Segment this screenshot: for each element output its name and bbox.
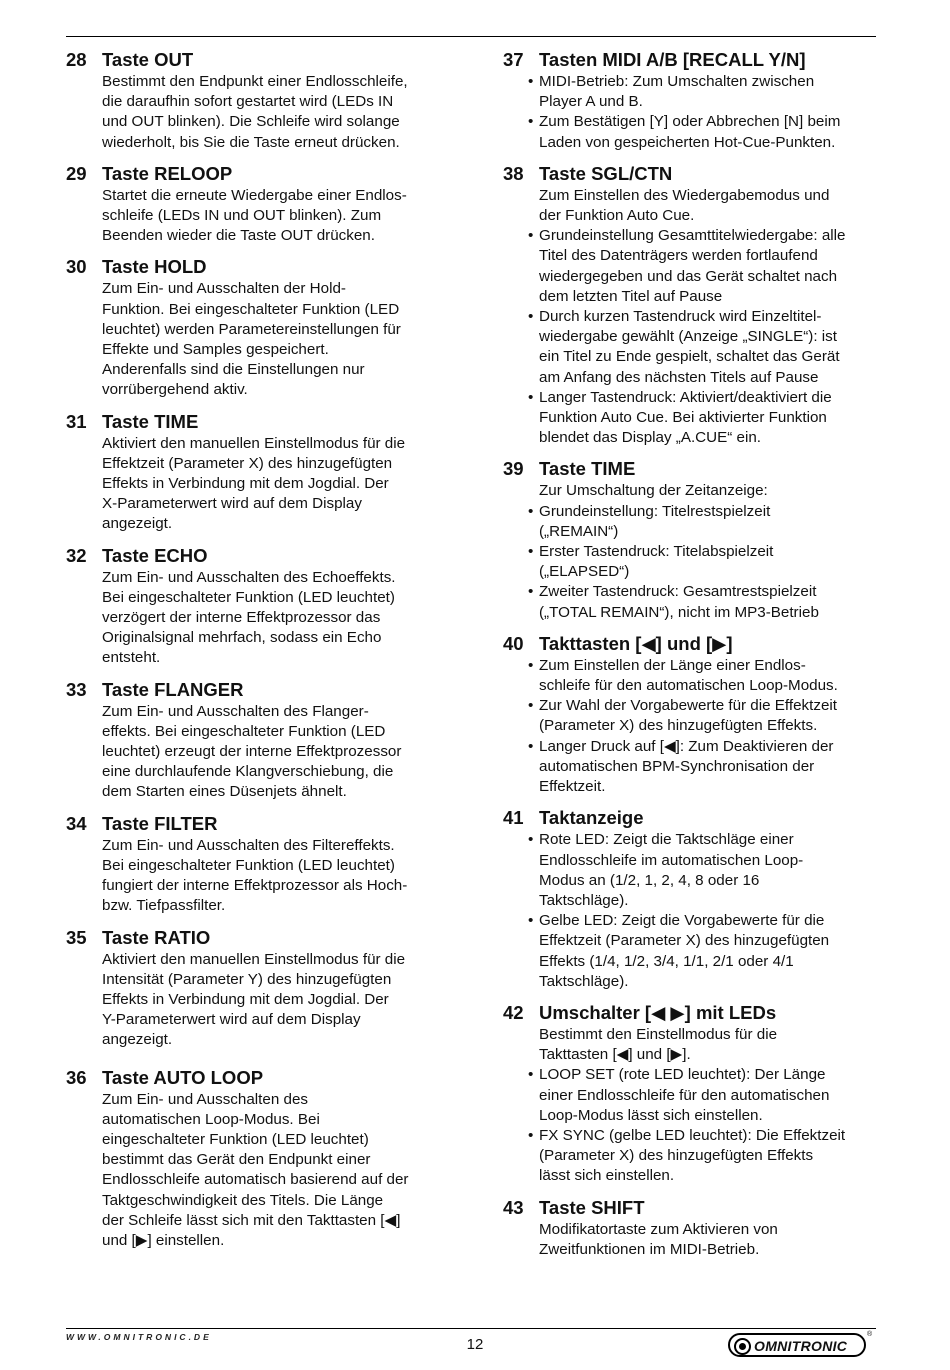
section-heading bbox=[66, 161, 446, 186]
bullet-list bbox=[539, 1065, 883, 1186]
bullet-list bbox=[539, 656, 883, 797]
section-number: 36 bbox=[66, 1066, 87, 1088]
bullet-item: • Zur Wahl der Vorgabewerte für die Effektzeit (Parameter X) des hinzugefügten Effekts. bbox=[539, 696, 883, 736]
bullet-item: • MIDI-Betrieb: Zum Umschalten zwischen Player A und B. bbox=[539, 72, 883, 112]
bullet-item: • Langer Tastendruck: Aktiviert/deaktiviert die Funktion Auto Cue. Bei aktivierter Funktion blendet das Display „A.CUE“ ein. bbox=[539, 388, 883, 449]
section-text: Zum Ein- und Ausschalten der Hold- Funktion. Bei eingeschalteter Funktion (LED leuchtet) werden Parametereinstellungen für Effekte und Samples gespeichert. Anderenfalls sind die Einstellungen nur vorrübergehend aktiv. bbox=[102, 280, 401, 399]
section-text: Zum Ein- und Ausschalten des automatischen Loop-Modus. Bei eingeschalteter Funktion (LED leuchtet) bestimmt das Gerät den Endpunkt einer Endlosschleife automatisch basierend auf der Taktgeschwindigkeit des Titels. Die Länge der Schleife lässt sich mit den Takttasten [◀] und [▶] einstellen. bbox=[102, 1090, 409, 1249]
section-heading bbox=[503, 47, 883, 72]
section-text: Aktiviert den manuellen Einstellmodus für die Intensität (Parameter Y) des hinzugefügten Effekts in Verbindung mit dem Jogdial. Der Y-Parameterwert wird auf dem Display angezeigt. bbox=[102, 950, 406, 1049]
section-41 bbox=[503, 805, 883, 992]
section-43 bbox=[503, 1195, 883, 1260]
left-column bbox=[66, 47, 446, 1259]
bullet-item: • LOOP SET (rote LED leuchtet): Der Länge einer Endlosschleife für den automatischen Loop-Modus lässt sich einstellen. bbox=[539, 1065, 883, 1126]
section-heading bbox=[66, 677, 446, 702]
section-heading bbox=[66, 543, 446, 568]
section-number: 33 bbox=[66, 678, 87, 700]
section-number: 40 bbox=[503, 632, 524, 654]
bullet-item: • Zum Einstellen der Länge einer Endlos- schleife für den automatischen Loop-Modus. bbox=[539, 656, 883, 696]
footer-url: WWW.OMNITRONIC.DE bbox=[66, 1332, 212, 1342]
section-heading bbox=[503, 805, 883, 830]
section-title: Taste SGL/CTN bbox=[539, 162, 673, 184]
section-heading bbox=[66, 47, 446, 72]
bullet-list bbox=[539, 226, 883, 448]
section-title: Takttasten [◀] und [▶] bbox=[539, 632, 733, 654]
section-number: 37 bbox=[503, 49, 524, 70]
section-35 bbox=[66, 925, 446, 1051]
section-31 bbox=[66, 409, 446, 535]
section-number: 41 bbox=[503, 807, 524, 829]
section-title: Taste FLANGER bbox=[102, 678, 244, 700]
section-title: Umschalter [◀ ▶] mit LEDs bbox=[539, 1001, 777, 1023]
section-heading bbox=[503, 456, 883, 481]
section-29 bbox=[66, 161, 446, 247]
section-number: 35 bbox=[66, 926, 87, 948]
section-number: 30 bbox=[66, 256, 87, 278]
section-40 bbox=[503, 631, 883, 797]
bullet-list bbox=[539, 830, 883, 992]
section-title: Taste OUT bbox=[102, 49, 194, 70]
bullet-item: • Erster Tastendruck: Titelabspielzeit („ELAPSED“) bbox=[539, 542, 883, 582]
section-title: Taste TIME bbox=[102, 410, 199, 432]
logo-text: OMNITRONIC bbox=[754, 1338, 848, 1354]
page-number: 12 bbox=[466, 1336, 484, 1353]
section-heading bbox=[503, 161, 883, 186]
section-36 bbox=[66, 1065, 446, 1252]
right-column bbox=[503, 47, 883, 1268]
section-title: Taste TIME bbox=[539, 458, 636, 480]
section-text: Zum Einstellen des Wiedergabemodus und der Funktion Auto Cue. bbox=[539, 186, 830, 225]
section-28 bbox=[66, 47, 446, 153]
section-title: Taste FILTER bbox=[102, 812, 218, 834]
section-39 bbox=[503, 456, 883, 622]
section-heading bbox=[66, 254, 446, 279]
bullet-item: • Grundeinstellung: Titelrestspielzeit („REMAIN“) bbox=[539, 502, 883, 542]
section-heading bbox=[503, 1195, 883, 1220]
logo-mark-icon bbox=[734, 1338, 751, 1355]
bullet-item: • Zum Bestätigen [Y] oder Abbrechen [N] beim Laden von gespeicherten Hot-Cue-Punkten. bbox=[539, 112, 883, 152]
logo-registered-mark: ® bbox=[867, 1331, 873, 1338]
section-heading bbox=[66, 925, 446, 950]
section-title: Tasten MIDI A/B [RECALL Y/N] bbox=[539, 49, 806, 70]
bullet-item: • Durch kurzen Tastendruck wird Einzeltitel- wiedergabe gewählt (Anzeige „SINGLE“): ist ein Titel zu Ende gespielt, schaltet das Gerät am Anfang des nächsten Titels auf Pause bbox=[539, 307, 883, 388]
section-text: Zum Ein- und Ausschalten des Filtereffekts. Bei eingeschalteter Funktion (LED leuchtet) fungiert der interne Effektprozessor als Hoch- bzw. Tiefpassfilter. bbox=[102, 836, 408, 915]
section-title: Taste RATIO bbox=[102, 926, 211, 948]
section-34 bbox=[66, 811, 446, 917]
section-32 bbox=[66, 543, 446, 669]
bullet-item: • Langer Druck auf [◀]: Zum Deaktivieren der automatischen BPM-Synchronisation der Effektzeit. bbox=[539, 737, 883, 798]
section-text: Bestimmt den Einstellmodus für die Takttasten [◀] und [▶]. bbox=[539, 1025, 778, 1064]
brand-logo bbox=[728, 1333, 874, 1361]
section-30 bbox=[66, 254, 446, 400]
section-text: Startet die erneute Wiedergabe einer Endlos- schleife (LEDs IN und OUT blinken). Zum Beenden wieder die Taste OUT drücken. bbox=[102, 186, 407, 245]
section-text: Bestimmt den Endpunkt einer Endlosschleife, die daraufhin sofort gestartet wird (LEDs IN und OUT blinken). Die Schleife wird solange wiederholt, bis Sie die Taste erneut drücken. bbox=[102, 73, 408, 151]
section-heading bbox=[503, 1000, 883, 1025]
section-number: 39 bbox=[503, 458, 524, 480]
section-33 bbox=[66, 677, 446, 803]
top-rule bbox=[66, 36, 876, 37]
bullet-item: • Gelbe LED: Zeigt die Vorgabewerte für die Effektzeit (Parameter X) des hinzugefügten Effekts (1/4, 1/2, 3/4, 1/1, 2/1 oder 4/1 Taktschläge). bbox=[539, 911, 883, 992]
section-title: Taktanzeige bbox=[539, 807, 644, 829]
section-text: Zum Ein- und Ausschalten des Flanger- effekts. Bei eingeschalteter Funktion (LED leuchtet) erzeugt der interne Effektprozessor eine durchlaufende Klangverschiebung, die dem Starten eines Düsenjets ähnelt. bbox=[102, 702, 402, 801]
section-heading bbox=[66, 409, 446, 434]
section-number: 29 bbox=[66, 162, 87, 184]
bullet-item: • Rote LED: Zeigt die Taktschläge einer Endlosschleife im automatischen Loop- Modus an (1/2, 1, 2, 4, 8 oder 16 Taktschläge). bbox=[539, 830, 883, 911]
section-number: 31 bbox=[66, 410, 87, 432]
section-text: Aktiviert den manuellen Einstellmodus für die Effektzeit (Parameter X) des hinzugefügten Effekts in Verbindung mit dem Jogdial. Der X-Parameterwert wird auf dem Display angezeigt. bbox=[102, 434, 406, 533]
section-title: Taste HOLD bbox=[102, 256, 207, 278]
logo-pill bbox=[728, 1333, 866, 1357]
section-heading bbox=[66, 811, 446, 836]
section-heading bbox=[503, 631, 883, 656]
section-title: Taste AUTO LOOP bbox=[102, 1066, 264, 1088]
section-37 bbox=[503, 47, 883, 153]
footer-rule bbox=[66, 1328, 876, 1329]
bullet-list bbox=[539, 502, 883, 623]
section-title: Taste SHIFT bbox=[539, 1196, 645, 1218]
bullet-item: • Zweiter Tastendruck: Gesamtrestspielzeit („TOTAL REMAIN“), nicht im MP3-Betrieb bbox=[539, 582, 883, 622]
section-42 bbox=[503, 1000, 883, 1187]
section-number: 38 bbox=[503, 162, 524, 184]
bullet-item: • Grundeinstellung Gesamttitelwiedergabe: alle Titel des Datenträgers werden fortlaufend wiedergegeben und das Gerät schaltet nach dem letzten Titel auf Pause bbox=[539, 226, 883, 307]
section-number: 32 bbox=[66, 544, 87, 566]
section-title: Taste RELOOP bbox=[102, 162, 233, 184]
section-heading bbox=[66, 1065, 446, 1090]
bullet-item: • FX SYNC (gelbe LED leuchtet): Die Effektzeit (Parameter X) des hinzugefügten Effekts lässt sich einstellen. bbox=[539, 1126, 883, 1187]
section-number: 43 bbox=[503, 1196, 524, 1218]
section-text: Modifikatortaste zum Aktivieren von Zweitfunktionen im MIDI-Betrieb. bbox=[539, 1220, 778, 1258]
section-number: 34 bbox=[66, 812, 87, 834]
section-text: Zur Umschaltung der Zeitanzeige: bbox=[539, 482, 768, 500]
bullet-list bbox=[539, 72, 883, 153]
section-number: 42 bbox=[503, 1001, 524, 1023]
section-number: 28 bbox=[66, 49, 87, 70]
section-38 bbox=[503, 161, 883, 449]
section-title: Taste ECHO bbox=[102, 544, 208, 566]
section-text: Zum Ein- und Ausschalten des Echoeffekts. Bei eingeschalteter Funktion (LED leuchtet) verzögert der interne Effektprozessor das Originalsignal mehrfach, sodass ein Echo entsteht. bbox=[102, 568, 396, 667]
